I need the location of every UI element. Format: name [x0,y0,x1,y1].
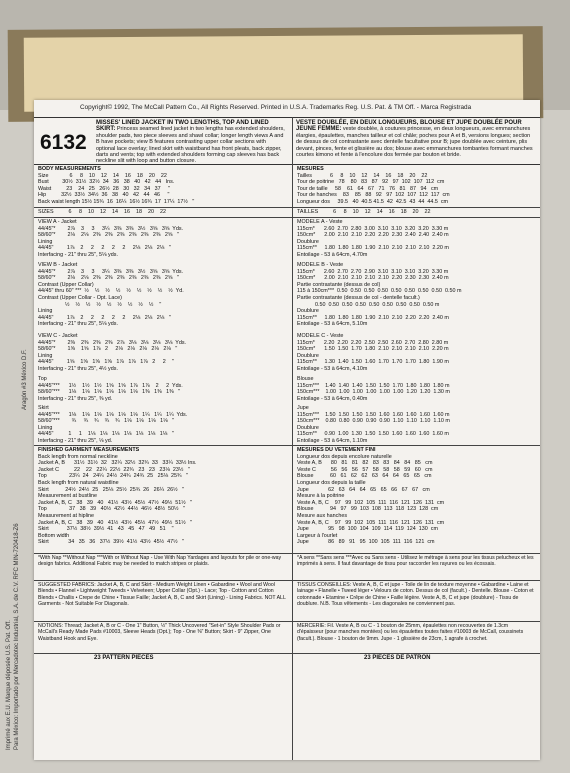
header-block [34,117,540,165]
body-row: Size 6 8 10 12 14 16 18 20 22 [38,172,167,179]
divider [292,621,540,622]
body-row: Hip 32½ 33½ 34½ 36 38 40 42 44 46 " [38,192,170,199]
mesures-row: Tour de taille 58 61 64 67 71 76 81 87 94 cm [297,185,439,192]
french-finished-measurements [297,447,444,546]
english-sizes-row: SIZES 6 8 10 12 14 16 18 20 22 [38,209,166,215]
mesures-row: Tailles 6 8 10 12 14 16 18 20 22 [297,172,428,179]
side-text-line-2: Para México: Importado por Mercadotec Industrial, S.A. de C.V. RFC MIN-720418-Z6 [14,523,20,750]
french-description [296,120,536,158]
divider [292,580,540,581]
mesures-row: Longueur dos 39.5 40 40.5 41.5 42 42.5 43 44 44.5 cm [297,198,449,205]
divider [34,207,292,208]
divider [34,621,292,622]
french-notions: MERCERIE: Fil. Veste A, B ou C - 1 bouton de 25mm, épaulettes non recouvertes de 1.3cm d'épaisseur (pour manches montées) ou les épaulettes toutes faites #10003 de McCall, coussinets (facult.). Blouse - 1 bouton de 9mm. Jupe - 1 glissière de 23cm, 1 agrafe à crochet. [297,623,524,642]
view-c-section: VIEW C - Jacket 44/45"* 2⅜ 2⅜ 2⅜ 2⅜ 2⅞ 3⅛ 3⅛ 3⅛ 3⅛ Yds. 58/60"* 1⅝ 1⅝ 1⅞ 2 2⅛ 2⅛ 2⅛ 2⅛ 2⅛ " Lining 44/45" 1⅝ 1⅝ 1⅝ 1⅝ 1⅞ 1⅞ 1⅞ 2 2 " Interfacing - 21" thru 25", 4½ yds. [38,333,187,372]
english-fabrics: SUGGESTED FABRICS: Jacket A, B, C and Skirt - Medium Weight Linen • Gabardine • Wool and Wool Blends • Flannel • Lightweight Tweeds • Velveteen; Upper Collar (Opt.) - Lace; Top - Cotton and Cotton Blends • Challis • Crepe de Chine • Tissue Faille; Jacket A, B, C and Skirt (Lining) - Lining Fabrics. NOT ALL Garments - Not Suitable For Diagonals. [38,582,286,607]
divider [34,580,292,581]
copyright-line: Copyright© 1992, The McCall Pattern Co., All Rights Reserved. Printed in U.S.A. Trademarks Reg. U.S. Pat. & TM Off. - Marca Registrada [80,104,472,111]
english-title: MISSES' LINED JACKET IN TWO LENGTHS, TOP AND LINED SKIRT: [96,120,269,133]
column-divider [292,117,293,760]
divider [34,217,292,218]
divider [34,653,292,654]
french-tailles-row: TAILLES 6 8 10 12 14 16 18 20 22 [297,209,431,215]
english-pattern-pieces: 23 PATTERN PIECES [94,655,154,661]
divider [292,653,540,654]
modele-c-section: MODELE C - Veste 115cm* 2.20 2.20 2.20 2.50 2.50 2.60 2.70 2.80 2.80 m 150cm* 1.50 1.50 1.70 1.80 2.10 2.10 2.10 2.10 2.20 m Doublure 115cm** 1.30 1.40 1.50 1.60 1.70 1.70 1.70 1.80 1.90 m Entoilage - 53 à 64cm, 4.10m [297,333,449,372]
modele-b-section: MODELE B - Veste 115cm* 2.60 2.70 2.70 2.90 3.10 3.10 3.10 3.20 3.30 m 150cm* 2.00 2.10 2.10 2.10 2.10 2.20 2.30 2.30 2.40 m Partie contrastante (dessus de col) 115 à 150cm*** 0.50 0.50 0.50 0.50 0.50 0.50 0.50 0.50 0.50 m Partie contrastante (dessus de col - dentelle facult.) 0.50 0.50 0.50 0.50 0.50 0.50 0.50 0.50 0.50 m Doublure 115cm** 1.80 1.80 1.80 1.90 2.10 2.10 2.20 2.20 2.40 m Entoilage - 53 à 64cm, 5.10m [297,262,462,328]
divider [34,553,292,554]
side-text-line-3: Aragón #3 México D.F. [22,349,28,410]
view-b-section: VIEW B - Jacket 44/45"* 2⅞ 3 3 3¼ 3⅜ 3⅜ 3½ 3⅝ 3⅝ Yds. 58/60"* 2⅛ 2⅛ 2⅜ 2⅜ 2⅜ 2⅜ 2⅜ 2⅜ 2⅝ " Contrast (Upper Collar) 44/45" thru 60" *** ½ ½ ½ ½ ½ ½ ½ ½ ½ Yd. Contrast (Upper Collar - Opt. Lace) ½ ½ ½ ½ ½ ½ ½ ½ ½ " Lining 44/45" 1⅞ 2 2 2 2 2 2⅛ 2⅛ 2⅛ " Interfacing - 21" thru 25", 5⅛ yds. [38,262,184,328]
french-pattern-pieces: 23 PIECES DE PATRON [364,655,431,661]
french-nap-note: *A sens **Sans sens ***Avec ou Sans sens - Utilisez le métrage à sens pour les tissus pelucheux et les imprimés à sens. Il faut davantage de tissu pour raccorder les rayures ou les écossais. [297,555,534,568]
pattern-back-sheet [34,100,540,760]
side-text-line-1: Imprimé aux E.U. Marque déposée U.S. Pat. Off. [6,620,12,750]
divider [292,445,540,446]
english-finished-measurements [38,447,197,546]
finished-title: FINISHED GARMENT MEASUREMENTS [38,447,140,453]
french-desc-text: veste doublée, à coutures princesse, en deux longueurs, avec emmanchures élargies, épaulettes, manches tailleur et col châle; poches pour A et B, versions longues; section de dessus de col contrastante avec dentelle facultative pour B; jupe doublée avec ceinture, plis devant, pinces, fente et glissière au dos; blouse avec emmanchures tombantes formant manches courtes kimono et fente à l'encolure dos fermée par bouton et bride. [296,126,533,159]
view-a-section: VIEW A - Jacket 44/45"* 2⅞ 3 3 3¼ 3⅜ 3⅜ 3½ 3⅝ 3⅝ Yds. 58/60"* 2⅛ 2⅛ 2⅜ 2⅜ 2⅜ 2⅜ 2⅜ 2⅜ 2⅝ " Lining 44/45" 1⅞ 2 2 2 2 2 2⅛ 2⅛ 2⅛ " Interfacing - 21" thru 25", 5⅛ yds. [38,219,184,258]
jupe-section: Jupe 115cm*** 1.50 1.50 1.50 1.50 1.60 1.60 1.60 1.60 1.60 m 150cm*** 0.80 0.80 0.90 0.90 0.90 1.10 1.10 1.10 1.10 m Doublure 115cm** 0.90 1.00 1.30 1.50 1.50 1.60 1.60 1.60 1.60 m Entoilage - 53 à 64cm, 1.10m [297,405,450,444]
english-notions: NOTIONS: Thread; Jacket A, B or C - One 1" Button, ½" Thick Uncovered "Set-in" Style Shoulder Pads or McCall's Ready Made Pads #10003, Sleeve Heads (Opt.); Top - One ⅜" Button; Skirt - 9" Zipper, One Waistband Hook and Eye. [38,623,281,642]
french-fabrics: TISSUS CONSEILLES: Veste A, B, C et jupe - Toile de lin de texture moyenne • Gabardine • Laine et lainage • Flanelle • Tweed léger • Velours de coton. Dessus de col (facult.) - Dentelle. Blouse - Coton et cotonnade • Etamine • Crêpe de Chine • Faille légère. Veste A, B, C et jupe (doublure) - Tissu de doublure. N.B. Tous vêtements - Les diagonales ne conviennent pas. [297,582,534,607]
mesures-title: MESURES [297,166,324,172]
pattern-number: 6132 [40,131,87,154]
french-finished-title: MESURES DU VETEMENT FINI [297,447,376,453]
french-finished-rows: Longueur dos depuis encolure naturelle Veste A, B 80 81 81 82 83 83 84 84 85 cm Veste C 56 56 56 57 58 58 58 59 60 cm Blouse 60 61 62 62 63 64 64 65 65 cm Longueur dos depuis la taille Jupe 62 63 64 64 65 65 66 67 67 cm Mesure à la poitrine Veste A, B, C 97 99 102 105 111 116 121 126 131 cm Blouse 94 97 99 103 108 113 118 123 128 cm Mesure aux hanches Veste A, B, C 97 99 102 105 111 116 121 126 131 cm Jupe 95 98 100 104 109 114 119 124 130 cm Largeur à l'ourlet Jupe 86 89 91 95 100 105 111 116 121 cm [297,453,445,546]
english-body-measurements [38,166,194,206]
english-desc-text: Princess seamed lined jacket in two lengths has extended shoulders, shoulder pads, two piece sleeves and shawl collar; longer length views A and B have pockets; view B features contrasting upper collar sections with optional lace overlay; lined skirt with waistband has front pleats, back zipper, darts and vents; top with extended shoulders forming cap sleeves has back neckline slit with loop and button closure. [96,126,285,165]
mesures-row: Tour de hanches 83 85 88 92 97 102 107 112 117 cm [297,192,450,199]
top-section: Top 44/45"*** 1½ 1½ 1½ 1⅝ 1⅝ 1⅞ 1⅞ 2 2 Yds. 58/60"*** 1⅛ 1⅛ 1⅛ 1⅛ 1⅛ 1⅛ 1⅜ 1⅜ 1⅜ " Interfacing - 21" thru 25", ⅜ yd. [38,376,183,402]
blouse-section: Blouse 115cm*** 1.40 1.40 1.40 1.50 1.50 1.70 1.80 1.80 1.80 m 150cm*** 1.00 1.00 1.00 1.00 1.00 1.00 1.20 1.20 1.30 m Entoilage - 53 à 64cm, 0.40m [297,376,450,402]
mesures-row: Tour de poitrine 78 80 83 87 92 97 102 107 112 cm [297,179,445,186]
body-row: Waist 23 24 25 26½ 28 30 32 34 37 " [38,185,171,192]
divider [292,217,540,218]
french-title: VESTE DOUBLÉE, EN DEUX LONGUEURS, BLOUSE ET JUPE DOUBLÉE POUR JEUNE FEMME: [296,120,522,133]
modele-a-section: MODELE A - Veste 115cm* 2.60 2.70 2.80 3.00 3.10 3.10 3.20 3.20 3.30 m 150cm* 2.00 2.10 2.10 2.20 2.20 2.30 2.40 2.40 2.40 m Doublure 115cm** 1.80 1.80 1.80 1.90 2.10 2.10 2.10 2.10 2.20 m Entoilage - 53 à 64cm, 4.70m [297,219,449,258]
divider [292,207,540,208]
english-description [96,120,286,165]
french-mesures [297,166,450,206]
side-legal-text [4,110,28,750]
skirt-section: Skirt 44/45"*** 1⅛ 1⅛ 1⅛ 1⅛ 1⅛ 1⅛ 1¼ 1¼ 1¼ Yds. 58/60"*** ¾ ¾ ¾ ¾ ¾ 1⅛ 1⅛ 1⅛ 1⅛ " Lining 44/45" 1 1 1⅛ 1⅛ 1⅛ 1⅛ 1⅛ 1⅛ 1⅛ " Interfacing - 21" thru 25", ⅛ yd. [38,405,188,444]
divider [34,445,292,446]
finished-rows: Back length from normal neckline Jacket A, B 31½ 31½ 32 32¼ 32½ 32¾ 33 33¼ 33½ Ins. Jacket C 22 22 22¼ 22½ 22¾ 23 23 23⅛ 23½ " Top 23¼ 24 24¼ 24½ 24¾ 24¾ 25 25⅛ 25¾ " Back length from natural waistline Skirt 24½ 24½ 25 25⅛ 25½ 25¾ 26 26¼ 26½ " Measurement at bustline Jacket A, B, C 38 39 40 41½ 43½ 45½ 47½ 49½ 51½ " Top 37 38 39 40½ 42½ 44½ 46½ 48½ 50½ " Measurement at hipline Jacket A, B, C 38 39 40 41½ 43½ 45½ 47½ 49½ 51½ " Skirt 37½ 38½ 39½ 41 43 45 47 49 51 " Bottom width Skirt 34 35 36 37½ 39½ 41½ 43½ 45½ 47½ " [38,453,197,546]
english-nap-note: *With Nap **Without Nap ***With or Without Nap - Use With Nap Yardages and layouts for pile or one-way design fabrics. Additional Fabric may be needed to match stripes or plaids. [38,555,282,568]
divider [292,553,540,554]
body-measurements-title: BODY MEASUREMENTS [38,166,101,172]
body-row: Back waist length 15½ 15¾ 16 16¼ 16½ 16¾ 17 17¼ 17½ " [38,198,195,205]
body-row: Bust 30½ 31½ 32½ 34 36 38 40 42 44 Ins. [38,179,175,186]
